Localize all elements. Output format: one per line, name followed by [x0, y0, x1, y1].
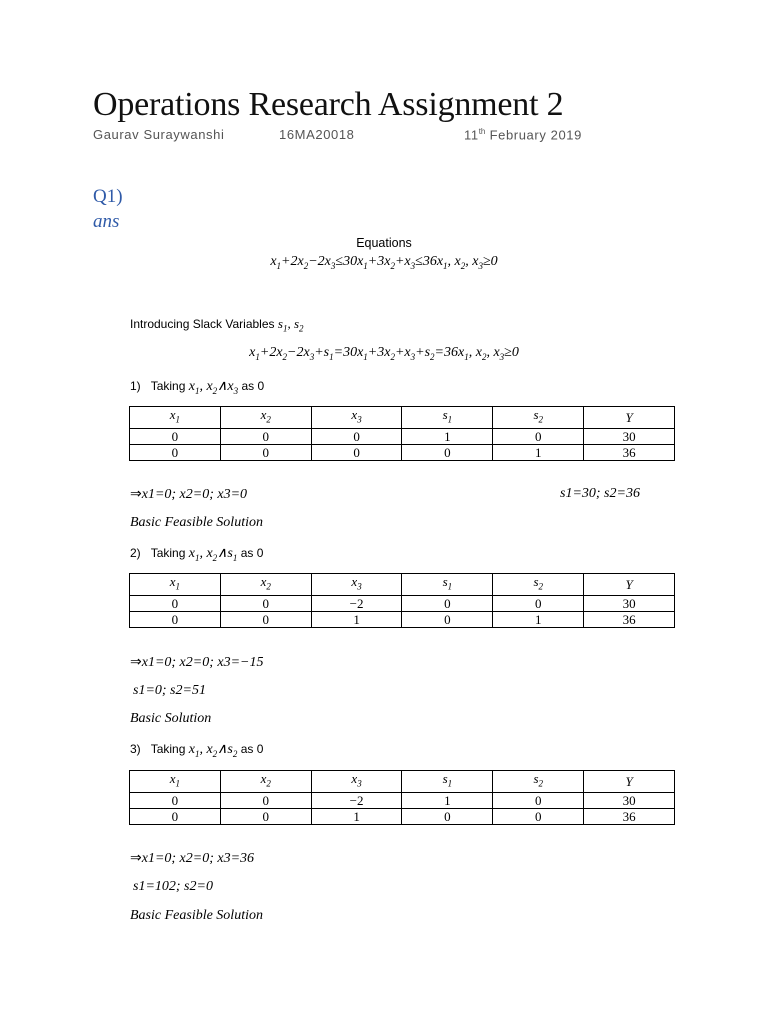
table-row [130, 611, 675, 627]
table-cell: 30 [584, 595, 675, 611]
table-cell: 0 [130, 428, 221, 444]
step-3-classification: Basic Feasible Solution [130, 908, 263, 923]
date: 11th February 2019 [464, 127, 582, 143]
step-2-slack-result: s1=0; s2=51 [133, 683, 206, 698]
table-cell: 0 [130, 611, 221, 627]
table-cell: 0 [402, 611, 493, 627]
table-cell: 1 [402, 792, 493, 808]
col-header-x1: $x_1$ [130, 407, 221, 429]
table-cell: 1 [311, 611, 402, 627]
step-1-classification: Basic Feasible Solution [130, 515, 263, 530]
table-cell: 0 [493, 792, 584, 808]
table-cell: 0 [130, 595, 221, 611]
table-cell: 1 [493, 611, 584, 627]
table-header-row [130, 407, 675, 429]
table-cell: 0 [220, 444, 311, 460]
col-header-s1: $s_1$ [402, 771, 493, 793]
col-header-x2: $x_2$ [220, 771, 311, 793]
col-header-y: Y [584, 407, 675, 429]
step-3-result: ⇒x1=0; x2=0; x3=36 [130, 851, 255, 866]
table-cell: 0 [493, 428, 584, 444]
col-header-s1: $s_1$ [402, 574, 493, 596]
page-title: Operations Research Assignment 2 [93, 86, 564, 123]
table-cell: 36 [584, 611, 675, 627]
table-row [130, 808, 675, 824]
col-header-s2: $s_2$ [493, 574, 584, 596]
table-cell: 1 [402, 428, 493, 444]
table-row [130, 792, 675, 808]
step-1-result: ⇒x1=0; x2=0; x3=0 [130, 487, 248, 502]
table-row [130, 444, 675, 460]
step-2-table [129, 573, 675, 628]
author-name: Gaurav Suraywanshi [93, 127, 225, 142]
col-header-y: Y [584, 574, 675, 596]
step-1-table [129, 406, 675, 461]
col-header-x2: $x_2$ [220, 407, 311, 429]
col-header-s1: $s_1$ [402, 407, 493, 429]
answer-heading: ans [93, 211, 120, 232]
table-row [130, 595, 675, 611]
step-3-heading: 3) Taking $x_1$, $x_2\wedge s_2$ as 0 [130, 742, 264, 759]
table-cell: 0 [130, 808, 221, 824]
step-1-heading: 1) Taking $x_1$, $x_2\wedge x_3$ as 0 [130, 379, 265, 396]
col-header-x3: $x_3$ [311, 407, 402, 429]
step-3-slack-result: s1=102; s2=0 [133, 879, 213, 894]
col-header-y: Y [584, 771, 675, 793]
table-header-row [130, 574, 675, 596]
table-row [130, 428, 675, 444]
table-cell: 0 [130, 792, 221, 808]
table-cell: 0 [311, 444, 402, 460]
col-header-x3: $x_3$ [311, 574, 402, 596]
slack-equations: $x_1+2x_2-2x_3+s_1=30x_1+3x_2+x_3+s_2=36x_1$, $x_2$, $x_3\ge 0$ [249, 345, 519, 362]
table-cell: 30 [584, 792, 675, 808]
table-cell: 0 [220, 595, 311, 611]
table-cell: 0 [493, 595, 584, 611]
table-cell: −2 [311, 792, 402, 808]
table-cell: 1 [493, 444, 584, 460]
equations-label: Equations [356, 236, 412, 250]
step-2-classification: Basic Solution [130, 711, 212, 726]
col-header-x3: $x_3$ [311, 771, 402, 793]
table-cell: 0 [220, 611, 311, 627]
table-cell: 30 [584, 428, 675, 444]
table-cell: 0 [220, 792, 311, 808]
table-cell: 0 [220, 428, 311, 444]
table-cell: 0 [493, 808, 584, 824]
step-2-heading: 2) Taking $x_1$, $x_2\wedge s_1$ as 0 [130, 546, 264, 563]
step-3-table [129, 770, 675, 825]
table-cell: 36 [584, 444, 675, 460]
slack-intro: Introducing Slack Variables $s_1$, $s_2$ [130, 316, 304, 334]
col-header-s2: $s_2$ [493, 407, 584, 429]
table-cell: 1 [311, 808, 402, 824]
table-cell: 0 [402, 808, 493, 824]
table-header-row [130, 771, 675, 793]
col-header-x1: $x_1$ [130, 771, 221, 793]
table-cell: −2 [311, 595, 402, 611]
table-cell: 0 [220, 808, 311, 824]
roll-number: 16MA20018 [279, 127, 355, 142]
table-cell: 0 [130, 444, 221, 460]
table-cell: 36 [584, 808, 675, 824]
table-cell: 0 [311, 428, 402, 444]
col-header-s2: $s_2$ [493, 771, 584, 793]
col-header-x1: $x_1$ [130, 574, 221, 596]
col-header-x2: $x_2$ [220, 574, 311, 596]
constraint-equations: $x_1+2x_2-2x_3\le 30x_1+3x_2+x_3\le 36x_1$, $x_2$, $x_3\ge 0$ [270, 254, 498, 271]
question-heading: Q1) [93, 186, 123, 207]
step-2-result: ⇒x1=0; x2=0; x3=−15 [130, 655, 264, 670]
table-cell: 0 [402, 444, 493, 460]
table-cell: 0 [402, 595, 493, 611]
step-1-slack-result: s1=30; s2=36 [560, 486, 640, 501]
